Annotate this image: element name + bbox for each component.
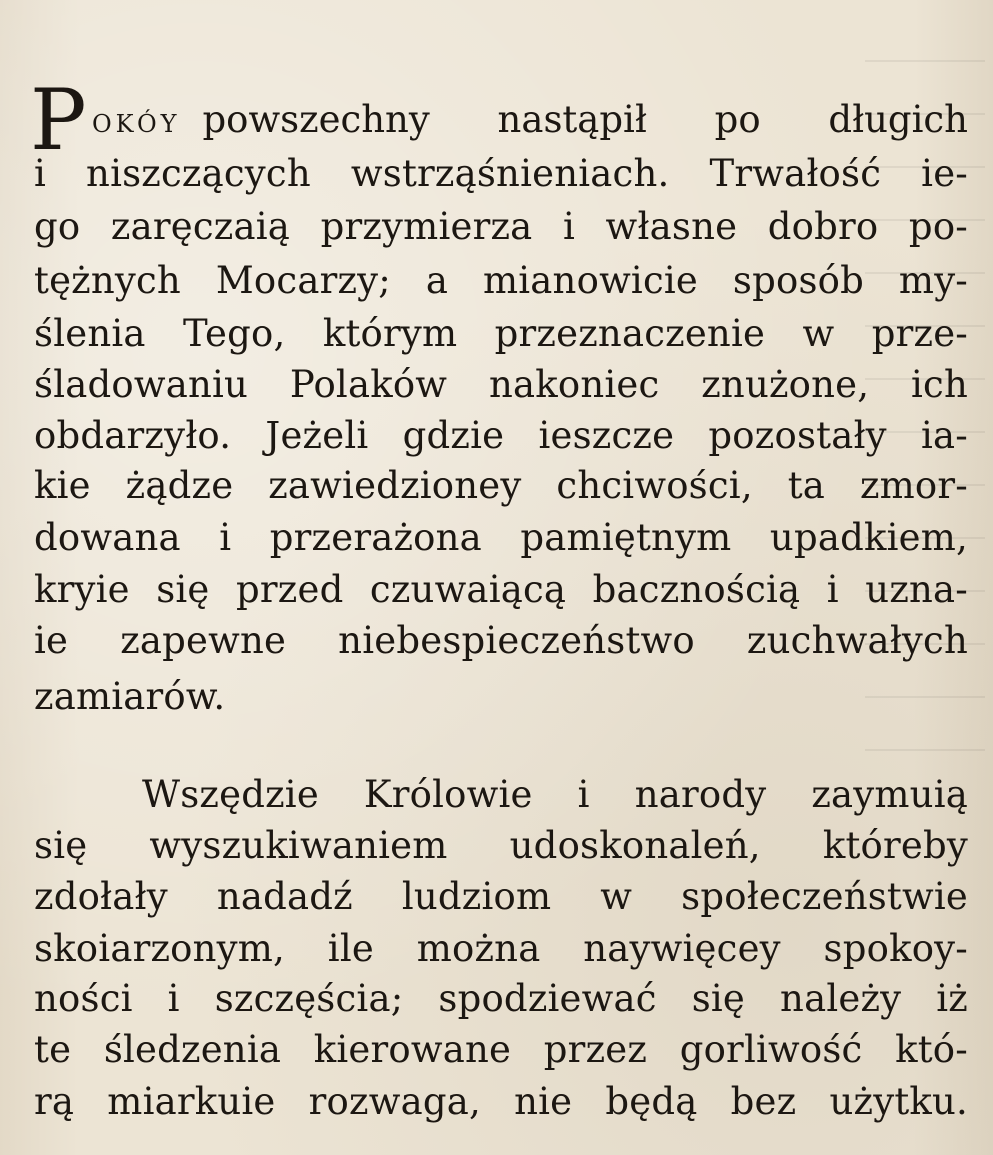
paragraph-2-line-7: rą miarkuie rozwaga, nie będą bez użytku. — [34, 1080, 968, 1123]
paragraph-2-line-6: te śledzenia kierowane przez gorliwość któ- — [34, 1028, 968, 1071]
paragraph-1-line-3: go zaręczaią przymierza i własne dobro po- — [34, 205, 968, 248]
first-line-text: powszechny nastąpił po długich — [202, 98, 968, 141]
drop-cap: P — [30, 71, 87, 169]
paragraph-1-line-2: i niszczących wstrząśnieniach. Trwałość ie- — [34, 152, 968, 195]
paragraph-2-line-4: skoiarzonym, ile można naywięcey spokoy- — [34, 927, 968, 970]
paragraph-2-line-3: zdołały nadadź ludziom w społeczeństwie — [34, 875, 968, 918]
paragraph-1-line-7: obdarzyło. Jeżeli gdzie ieszcze pozostały ia- — [34, 414, 968, 457]
paragraph-1-line-6: śladowaniu Polaków nakoniec znużone, ich — [34, 363, 968, 406]
paragraph-1-line-12: zamiarów. — [34, 675, 226, 718]
paragraph-1-line-10: kryie się przed czuwaiącą bacznością i uzna- — [34, 568, 968, 611]
paragraph-2-line-1: Wszędzie Królowie i narody zaymuią — [142, 773, 968, 816]
paragraph-1-line-4: tężnych Mocarzy; a mianowicie sposób my- — [34, 259, 968, 302]
paragraph-1-line-9: dowana i przerażona pamiętnym upadkiem, — [34, 516, 968, 559]
paragraph-1-line-11: ie zapewne niebespieczeństwo zuchwałych — [34, 619, 968, 662]
paragraph-1-line-5: ślenia Tego, którym przeznaczenie w prze- — [34, 312, 968, 355]
paragraph-1-line-1 — [92, 92, 968, 148]
first-word-small-caps: OKÓY — [92, 110, 181, 138]
paragraph-1-line-8: kie żądze zawiedzioney chciwości, ta zmor- — [34, 464, 968, 507]
paragraph-2-line-2: się wyszukiwaniem udoskonaleń, któreby — [34, 824, 968, 867]
paragraph-2-line-5: ności i szczęścia; spodziewać się należy iż — [34, 977, 968, 1020]
